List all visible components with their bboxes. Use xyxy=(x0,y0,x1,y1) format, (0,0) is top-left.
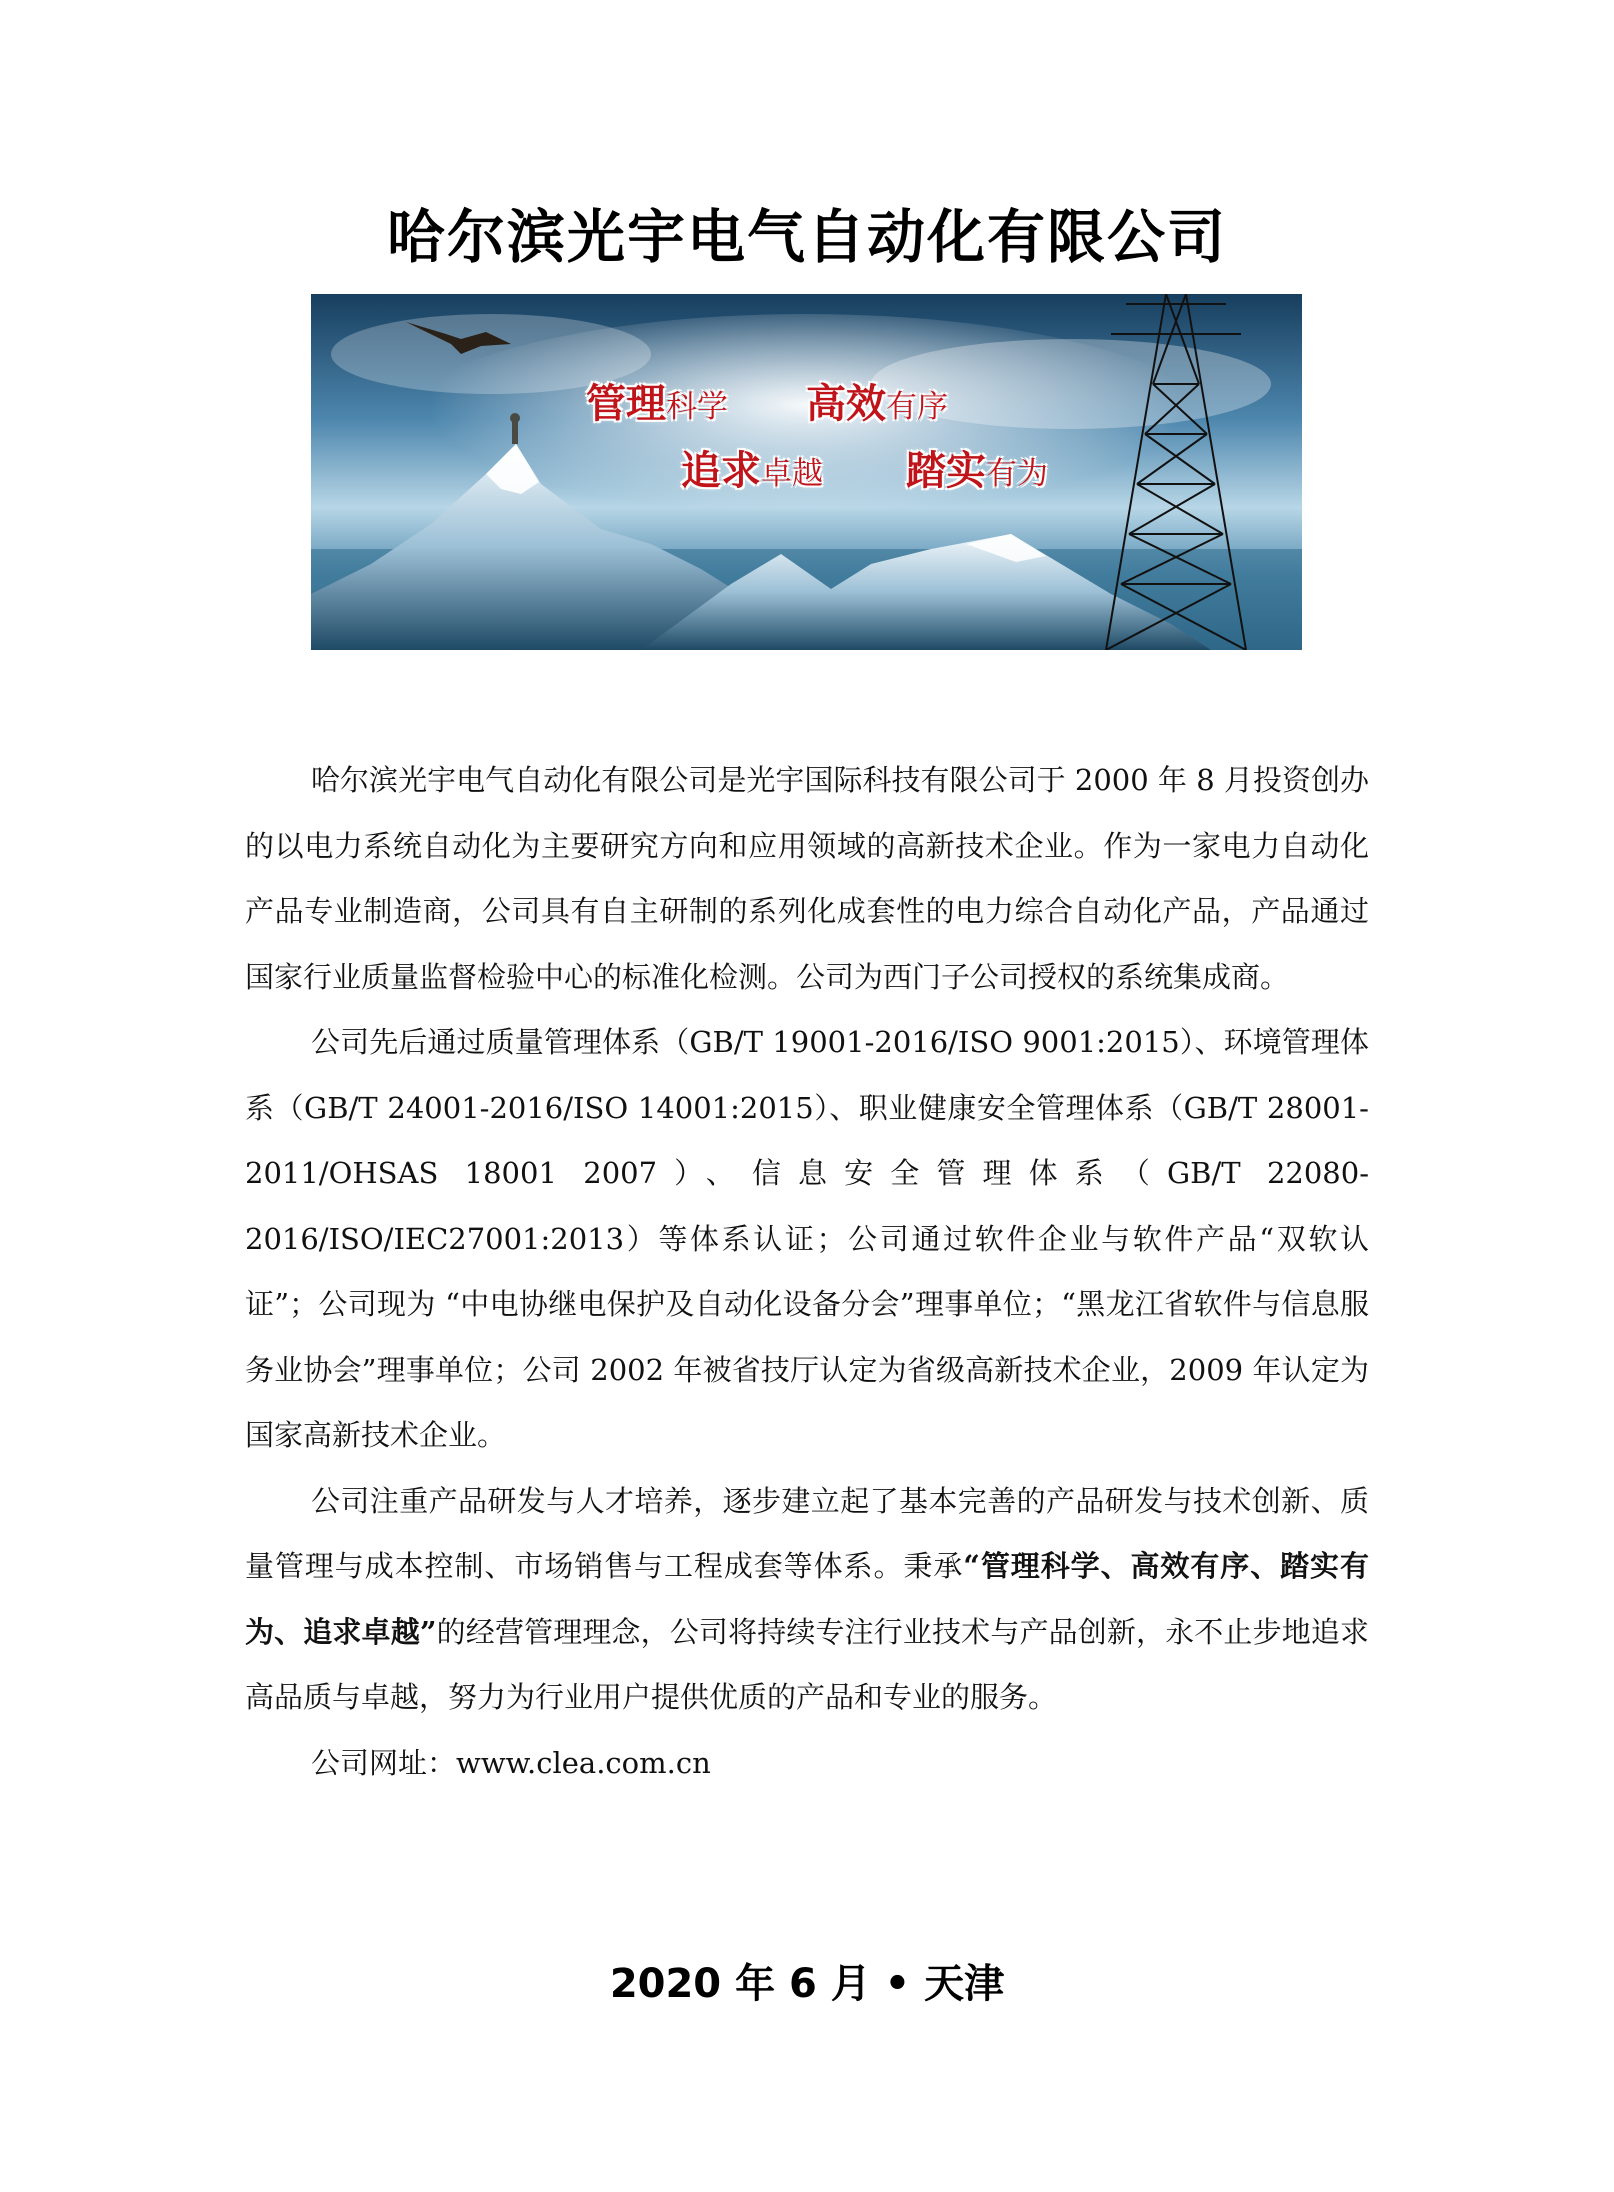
banner-slogan-2 xyxy=(806,372,948,429)
paragraph-philosophy xyxy=(245,1469,1369,1731)
slogan-3-regular: 卓越 xyxy=(761,456,823,492)
slogan-1-regular: 科学 xyxy=(666,389,728,425)
document-title: 哈尔滨光宇电气自动化有限公司 xyxy=(386,203,1227,271)
banner-image xyxy=(311,294,1302,650)
slogan-3-bold: 追求 xyxy=(681,448,761,494)
paragraph-philosophy-start: 公司注重产品研发与人才培养，逐步建立起了基本完善的产品研发与技术创新、质量管理与成本控制、市场销售与工程成套等体系。秉承 xyxy=(245,1483,1369,1583)
slogan-2-bold: 高效 xyxy=(806,381,886,427)
paragraph-certifications: 公司先后通过质量管理体系（GB/T 19001-2016/ISO 9001:2015）、环境管理体系（GB/T 24001-2016/ISO 14001:2015）、职业健康安全管理体系（GB/T 28001-2011/OHSAS 18001 2007）、信息安全管理体系（GB/T 22080-2016/ISO/IEC27001:2013）等体系认证；公司通过软件企业与软件产品“双软认证”；公司现为 “中电协继电保护及自动化设备分会”理事单位；“黑龙江省软件与信息服务业协会”理事单位；公司 2002 年被省技厅认定为省级高新技术企业，2009 年认定为国家高新技术企业。 xyxy=(245,1025,1369,1452)
website-line: 公司网址：www.clea.com.cn xyxy=(311,1745,711,1780)
management-motto: “管理科学、高效有序、踏实有为、追求卓越” xyxy=(245,1549,1369,1649)
date-location-line: 2020 年 6 月 • 天津 xyxy=(609,1961,1005,2007)
paragraph-intro: 哈尔滨光宇电气自动化有限公司是光宇国际科技有限公司于 2000 年 8 月投资创办的以电力系统自动化为主要研究方向和应用领域的高新技术企业。作为一家电力自动化产品专业制造商，公司具有自主研制的系列化成套性的电力综合自动化产品，产品通过国家行业质量监督检验中心的标准化检测。公司为西门子公司授权的系统集成商。 xyxy=(245,763,1369,994)
slogan-2-regular: 有序 xyxy=(886,389,948,425)
banner-slogan-3 xyxy=(681,439,823,496)
slogan-1-bold: 管理 xyxy=(586,381,666,427)
banner-slogan-1 xyxy=(586,372,728,429)
slogan-4-regular: 有为 xyxy=(986,456,1048,492)
banner-slogan-4 xyxy=(906,439,1048,496)
slogan-4-bold: 踏实 xyxy=(906,448,986,494)
paragraph-philosophy-end: 的经营管理理念，公司将持续专注行业技术与产品创新，永不止步地追求高品质与卓越，努力为行业用户提供优质的产品和专业的服务。 xyxy=(245,1614,1369,1714)
body-text xyxy=(245,748,1369,1796)
